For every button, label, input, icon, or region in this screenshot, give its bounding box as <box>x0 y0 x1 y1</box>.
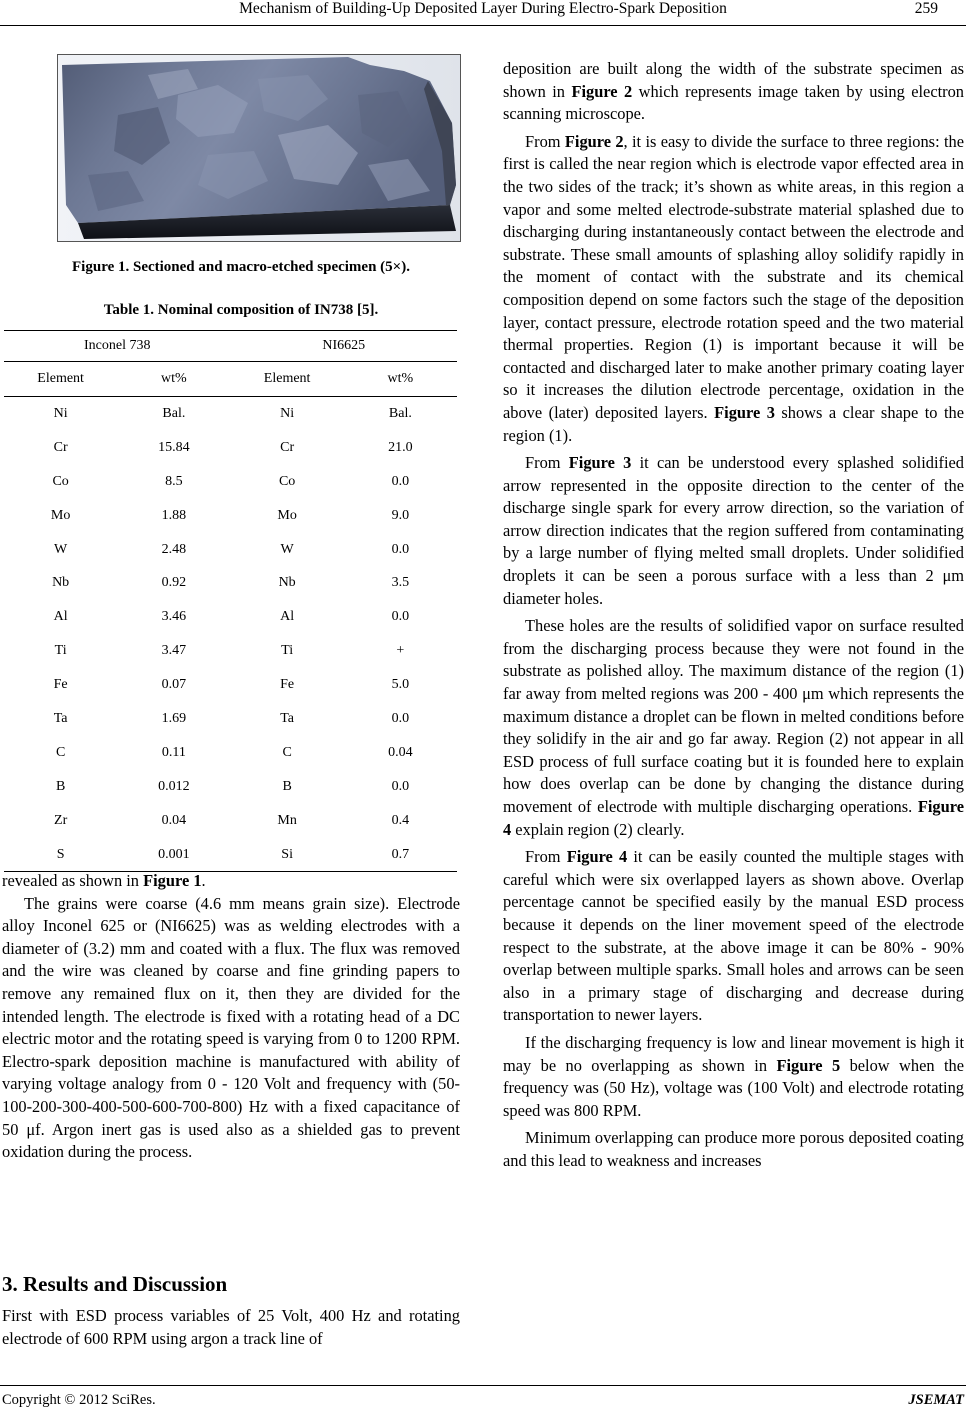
paragraph: From Figure 2, it is easy to divide the surface to three regions: the first is called the near region which is electrode vapor effected area in the two sides of the track; it’s shown as white areas, in this region a vapor and some melted electrode-substrate material splashed due to discharging during instantaneously contact between the electrode and substrate. These small amounts of splashing alloy solidify rapidly in the moment of contact with the substrate and its chemical composition depend on some factors such the stage of the deposition layer, contact pressure, electrode rotation speed and the two material thermal properties. Region (1) is important because it will be contacted and discharged later to make another primary coating layer so it increases the dilution electrode percentage, oxidation in the above (later) deposited layers. Figure 3 shows a clear shape to the region (1). <box>503 131 964 445</box>
figure-ref: Figure 5 <box>776 1055 841 1075</box>
element-cell: B <box>55 778 66 794</box>
figure-ref: Figure 3 <box>568 453 632 473</box>
wt-cell: 0.4 <box>391 812 410 828</box>
element-cell: Ni <box>53 405 68 421</box>
paragraph: These holes are the results of solidified vapor on surface resulted from the discharging process because they were not found in the substrate as polished alloy. The maximum distance of the region (1) far away from melted regions was 200 - 400 μm which represents the maximum distance a droplet can be flown in melted conditions before they solidify in the air and go far away. Region (2) not appear in all ESD process of full surface coating but it is founded here to explain how does overlap can be done by changing the distance during movement of electrode with multiple discharging operations. Figure 4 explain region (2) clearly. <box>503 616 964 839</box>
table-row <box>4 736 457 770</box>
element-cell: Co <box>278 473 296 489</box>
element-cell: Ti <box>281 643 294 659</box>
table-row <box>4 770 457 804</box>
wt-cell: 0.001 <box>117 838 230 872</box>
wt-cell: 0.04 <box>161 812 187 828</box>
wt-cell: 2.48 <box>161 541 187 557</box>
wt-cell: 8.5 <box>165 473 183 489</box>
col-header-element: Element <box>231 362 344 397</box>
element-cell: C <box>282 744 292 760</box>
wt-cell: 9.0 <box>391 507 410 523</box>
wt-cell: 0.0 <box>391 778 410 794</box>
footer-rule <box>0 1385 966 1386</box>
table-row <box>4 702 457 736</box>
element-cell: W <box>54 541 68 557</box>
table-row <box>4 634 457 668</box>
table-row <box>4 499 457 533</box>
wt-cell: Bal. <box>162 405 186 421</box>
element-cell: Mn <box>277 812 297 828</box>
element-cell: Zr <box>54 812 68 828</box>
wt-cell: + <box>396 643 405 659</box>
element-cell: Ta <box>280 710 295 726</box>
table-row <box>4 838 457 872</box>
left-column-text-2 <box>2 1305 460 1350</box>
element-cell: C <box>55 744 66 760</box>
copyright: Copyright © 2012 SciRes. <box>2 1392 156 1408</box>
table-row <box>4 431 457 465</box>
wt-cell: 0.04 <box>388 744 413 760</box>
wt-cell: 0.0 <box>391 609 410 625</box>
element-cell: Co <box>52 473 69 489</box>
page-number: 259 <box>914 0 938 17</box>
element-cell: Ta <box>53 710 68 726</box>
paragraph: If the discharging frequency is low and linear movement is high it may be no overlapping as shown in Figure 5 below when the frequency was (50 Hz), voltage was (100 Volt) and electrode rotating speed was 800 RPM. <box>503 1032 964 1120</box>
wt-cell: 1.88 <box>161 507 187 523</box>
running-title: Mechanism of Building-Up Deposited Layer During Electro-Spark Deposition <box>239 0 727 17</box>
paragraph: From Figure 4 it can be easily counted the multiple stages with careful which were six overlapped layers as shown above. Overlap percentage cannot be specified easily by the manual ESD process because it depends on the liner movement speed of the electrode respect to the substrate, at the above image it can be 80% - 90% overlap between multiple sparks. Small holes and arrows can be seen also in a primary stage of discharging and decrease during transportation to newer layers. <box>503 847 964 1025</box>
wt-cell: 0.11 <box>161 744 186 760</box>
element-cell: Ni <box>280 405 295 421</box>
paragraph: From Figure 3 it can be understood every splashed solidified arrow represented in the opposite direction to the center of the discharge single spark for every arrow direction, so the variation of arrow direction indicates that the region suffered from contaminating by a large number of flying melted small droplets. Under solidified droplets it can be seen a porous surface with a less than 2 μm diameter holes. <box>503 453 964 608</box>
table-row <box>4 804 457 838</box>
table-row <box>4 465 457 499</box>
wt-cell: Bal. <box>388 405 412 421</box>
wt-cell: 3.5 <box>391 575 410 591</box>
wt-cell: 0.0 <box>391 710 410 726</box>
table-1-caption: Table 1. Nominal composition of IN738 [5]. <box>103 302 379 318</box>
journal-name: JSEMAT <box>908 1392 964 1408</box>
col-header-element: Element <box>4 362 117 397</box>
element-cell: S <box>4 838 117 872</box>
section-heading: 3. Results and Discussion <box>2 1272 228 1296</box>
wt-cell: 3.47 <box>161 643 187 659</box>
element-cell: Mo <box>50 507 71 523</box>
element-cell: Al <box>280 609 295 625</box>
wt-cell: 0.012 <box>158 778 190 794</box>
paragraph: First with ESD process variables of 25 Volt, 400 Hz and rotating electrode of 600 RPM using argon a track line of <box>2 1306 460 1348</box>
figure-ref: Figure 4 <box>503 797 964 839</box>
wt-cell: 0.07 <box>161 677 187 693</box>
element-cell: Nb <box>278 575 296 591</box>
composition-table <box>4 330 457 872</box>
element-cell: Fe <box>53 677 68 693</box>
figure-ref: Figure 2 <box>564 131 624 151</box>
right-column-text <box>503 58 964 1173</box>
element-cell: Mo <box>277 507 297 523</box>
element-cell: Ti <box>54 643 67 659</box>
wt-cell: 3.46 <box>161 609 187 625</box>
wt-cell: 0.92 <box>161 575 187 591</box>
table-row <box>4 566 457 600</box>
figure-ref: Figure 1 <box>143 871 202 890</box>
col-header-wt: wt% <box>117 362 230 397</box>
paragraph: Minimum overlapping can produce more porous deposited coating and this lead to weakness and increases <box>503 1128 964 1170</box>
wt-cell: 0.0 <box>391 541 410 557</box>
element-cell: Si <box>231 838 344 872</box>
table-row <box>4 600 457 634</box>
element-cell: B <box>282 778 292 794</box>
header-rule <box>0 25 966 26</box>
figure-ref: Figure 4 <box>566 847 628 867</box>
table-row <box>4 397 457 431</box>
element-cell: Nb <box>52 575 70 591</box>
element-cell: Cr <box>53 439 68 455</box>
group-header-inconel738: Inconel 738 <box>4 331 231 362</box>
wt-cell: 5.0 <box>391 677 410 693</box>
figure-ref: Figure 2 <box>571 81 633 101</box>
table-row <box>4 533 457 567</box>
figure-ref: Figure 3 <box>714 402 775 422</box>
wt-cell: 0.0 <box>391 473 410 489</box>
paragraph: deposition are built along the width of the substrate specimen as shown in Figure 2 which represents image taken by using electron scanning microscope. <box>503 59 964 124</box>
wt-cell: 0.7 <box>344 838 457 872</box>
figure-1-specimen-photo <box>57 54 461 242</box>
wt-cell: 1.69 <box>161 710 187 726</box>
wt-cell: 15.84 <box>158 439 190 455</box>
figure-1-caption: Figure 1. Sectioned and macro-etched specimen (5×). <box>72 259 410 275</box>
paragraph: The grains were coarse (4.6 mm means grain size). Electrode alloy Inconel 625 or (NI6625) was as welding electrodes with a diameter of (3.2) mm and coated with a flux. The flux was removed and the wire was cleaned by coarse and fine grinding papers to remove any remained flux on it, then they are divided for the intended length. The electrode is fixed with a rotating head of a DC electric motor and the rotating speed is varying from 0 to 1200 RPM. Electro-spark deposition machine is manufactured with ability of varying voltage analogy from 0 - 120 Volt and frequency with (50-100-200-300-400-500-600-700-800) Hz with a fixed capacitance of 50 μf. Argon inert gas is used also as a shielded gas to prevent oxidation during the process. <box>2 893 460 1162</box>
table-row <box>4 668 457 702</box>
element-cell: Fe <box>280 677 295 693</box>
col-header-wt: wt% <box>344 362 457 397</box>
element-cell: Cr <box>280 439 295 455</box>
page-header <box>0 0 966 22</box>
group-header-ni6625: NI6625 <box>231 331 458 362</box>
paragraph: revealed as shown in Figure 1. <box>2 871 206 890</box>
left-column-text <box>2 870 460 1164</box>
wt-cell: 21.0 <box>388 439 413 455</box>
element-cell: Al <box>53 609 68 625</box>
element-cell: W <box>280 541 294 557</box>
